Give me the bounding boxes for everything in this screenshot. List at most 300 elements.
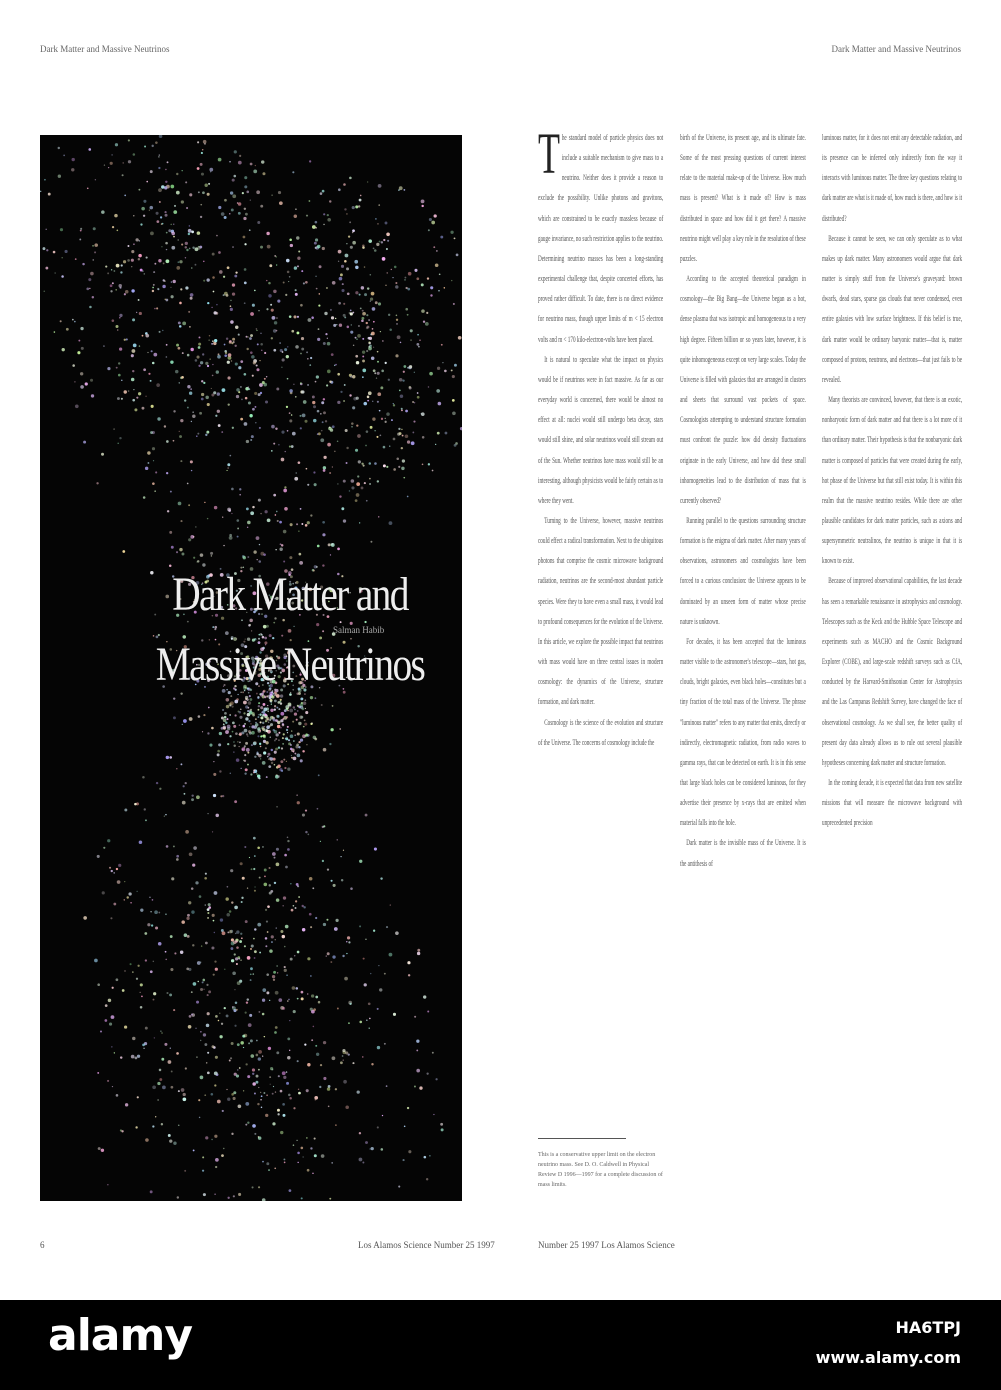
star-dot — [141, 996, 143, 998]
star-dot — [180, 763, 182, 765]
star-dot — [266, 729, 269, 732]
star-dot — [240, 933, 242, 935]
star-dot — [352, 229, 355, 232]
star-dot — [244, 302, 246, 304]
star-dot — [239, 711, 242, 714]
star-dot — [255, 165, 256, 166]
star-dot — [258, 705, 260, 707]
star-dot — [192, 944, 194, 946]
star-dot — [269, 1000, 270, 1001]
star-dot — [305, 711, 308, 714]
star-dot — [63, 155, 65, 157]
star-dot — [217, 753, 220, 756]
star-dot — [424, 1156, 427, 1159]
star-dot — [366, 350, 368, 352]
star-dot — [150, 170, 153, 173]
star-dot — [147, 451, 150, 454]
star-dot — [203, 714, 205, 716]
star-dot — [185, 257, 186, 258]
star-dot — [166, 344, 168, 346]
star-dot — [323, 224, 324, 225]
star-dot — [245, 397, 248, 400]
star-dot — [387, 240, 389, 242]
star-dot — [148, 373, 150, 375]
star-dot — [303, 906, 305, 908]
star-dot — [407, 961, 410, 964]
star-dot — [397, 335, 401, 339]
star-dot — [137, 891, 138, 892]
star-dot — [207, 403, 210, 406]
star-dot — [246, 733, 248, 735]
star-dot — [291, 755, 292, 756]
star-dot — [221, 1154, 224, 1157]
star-dot — [245, 1012, 247, 1014]
star-dot — [256, 190, 260, 194]
star-dot — [250, 973, 252, 975]
star-dot — [243, 712, 245, 714]
star-dot — [165, 814, 167, 816]
star-dot — [299, 553, 302, 556]
star-dot — [355, 205, 358, 208]
star-dot — [365, 445, 367, 447]
star-dot — [170, 1048, 171, 1049]
star-dot — [460, 427, 462, 430]
star-dot — [213, 761, 214, 762]
star-dot — [190, 293, 194, 297]
star-dot — [401, 429, 403, 431]
drop-cap: T — [538, 121, 560, 186]
star-dot — [186, 249, 188, 251]
star-dot — [376, 436, 378, 438]
star-dot — [287, 1000, 289, 1002]
star-dot — [173, 223, 174, 224]
star-dot — [263, 553, 266, 556]
star-dot — [281, 458, 285, 462]
star-dot — [403, 371, 405, 373]
star-dot — [78, 340, 80, 342]
star-dot — [368, 341, 370, 343]
star-dot — [44, 291, 46, 293]
star-dot — [203, 140, 207, 144]
star-dot — [412, 401, 414, 403]
star-dot — [280, 543, 282, 545]
star-dot — [339, 324, 342, 327]
star-dot — [417, 396, 420, 399]
star-dot — [381, 370, 384, 373]
star-dot — [409, 365, 412, 368]
star-dot — [365, 939, 366, 940]
star-dot — [267, 711, 269, 713]
star-dot — [289, 315, 292, 318]
star-dot — [153, 271, 155, 273]
star-dot — [301, 337, 304, 340]
star-dot — [259, 777, 261, 779]
star-dot — [322, 860, 324, 862]
star-dot — [293, 384, 294, 385]
star-dot — [161, 1058, 164, 1061]
star-dot — [268, 1169, 270, 1171]
star-dot — [256, 364, 258, 366]
star-dot — [404, 279, 406, 281]
star-dot — [279, 201, 283, 205]
star-dot — [262, 381, 265, 384]
star-dot — [217, 410, 220, 413]
star-dot — [309, 913, 312, 916]
star-dot — [209, 744, 212, 747]
star-dot — [223, 719, 226, 722]
star-dot — [243, 701, 247, 705]
star-dot — [291, 330, 294, 333]
star-dot — [256, 536, 260, 540]
star-dot — [257, 716, 259, 718]
star-dot — [154, 308, 156, 310]
star-dot — [403, 189, 405, 191]
star-dot — [431, 221, 435, 225]
star-dot — [199, 412, 202, 415]
star-dot — [165, 913, 167, 915]
star-dot — [263, 1092, 265, 1094]
star-dot — [75, 258, 77, 260]
star-dot — [217, 750, 220, 753]
star-dot — [266, 308, 268, 310]
star-dot — [189, 248, 191, 250]
star-dot — [188, 229, 192, 233]
star-dot — [374, 848, 377, 851]
star-dot — [238, 202, 242, 206]
star-dot — [188, 1025, 192, 1029]
star-dot — [282, 737, 284, 739]
star-dot — [277, 764, 280, 767]
star-dot — [278, 747, 280, 749]
star-dot — [269, 867, 271, 869]
star-dot — [274, 321, 277, 324]
star-dot — [168, 1060, 172, 1064]
star-dot — [243, 725, 246, 728]
star-dot — [166, 356, 168, 358]
star-dot — [170, 360, 173, 363]
star-dot — [239, 732, 242, 735]
star-dot — [308, 318, 312, 322]
star-dot — [97, 1072, 99, 1074]
star-dot — [171, 546, 174, 549]
star-dot — [274, 764, 276, 766]
star-dot — [197, 231, 201, 235]
star-dot — [307, 993, 308, 994]
star-dot — [316, 1053, 319, 1056]
star-dot — [313, 405, 316, 408]
star-dot — [257, 343, 259, 345]
star-dot — [336, 324, 337, 325]
star-dot — [188, 901, 191, 904]
star-dot — [397, 432, 400, 435]
star-dot — [288, 739, 290, 741]
star-dot — [256, 1040, 258, 1042]
star-dot — [201, 945, 202, 946]
star-dot — [196, 1001, 199, 1004]
star-dot — [219, 732, 222, 735]
star-dot — [139, 240, 140, 241]
star-dot — [377, 1008, 379, 1010]
star-dot — [130, 902, 132, 904]
star-dot — [358, 205, 360, 207]
star-dot — [270, 736, 271, 737]
star-dot — [159, 135, 163, 138]
star-dot — [229, 1060, 231, 1062]
star-dot — [219, 770, 221, 772]
star-dot — [240, 862, 243, 865]
star-dot — [265, 401, 268, 404]
star-dot — [235, 326, 238, 329]
star-dot — [265, 945, 267, 947]
star-dot — [298, 1092, 301, 1095]
star-dot — [396, 319, 398, 321]
star-dot — [400, 342, 402, 344]
star-dot — [368, 1002, 371, 1005]
star-dot — [236, 388, 240, 392]
star-dot — [373, 369, 376, 372]
star-dot — [253, 938, 255, 940]
star-dot — [113, 270, 115, 272]
star-dot — [373, 930, 375, 932]
star-dot — [305, 708, 306, 709]
star-dot — [257, 1103, 259, 1105]
star-dot — [377, 372, 380, 375]
star-dot — [289, 446, 291, 448]
star-dot — [301, 390, 304, 393]
star-dot — [155, 471, 157, 473]
star-dot — [271, 749, 273, 751]
star-dot — [207, 813, 208, 814]
star-dot — [206, 1024, 210, 1028]
star-dot — [203, 382, 205, 384]
star-dot — [288, 999, 290, 1001]
star-dot — [300, 738, 303, 741]
star-dot — [401, 447, 403, 449]
star-dot — [323, 466, 326, 469]
star-dot — [177, 1196, 179, 1198]
star-dot — [274, 857, 276, 859]
star-dot — [398, 1186, 400, 1188]
star-dot — [359, 294, 361, 296]
star-dot — [202, 149, 203, 150]
star-dot — [119, 284, 122, 287]
star-dot — [259, 743, 261, 745]
star-dot — [237, 1069, 238, 1070]
star-dot — [201, 152, 203, 154]
star-dot — [249, 337, 252, 340]
star-dot — [313, 1026, 315, 1028]
star-dot — [322, 521, 325, 524]
star-dot — [176, 768, 177, 769]
star-dot — [143, 200, 146, 203]
star-dot — [290, 748, 293, 751]
running-head-left: Dark Matter and Massive Neutrinos — [40, 44, 170, 54]
star-dot — [362, 1162, 364, 1164]
star-dot — [247, 735, 248, 736]
star-dot — [116, 1094, 119, 1097]
star-dot — [395, 931, 399, 935]
star-dot — [276, 511, 278, 513]
star-dot — [140, 992, 141, 993]
star-dot — [266, 1094, 268, 1096]
star-dot — [181, 200, 184, 203]
star-dot — [183, 785, 185, 787]
star-dot — [339, 277, 343, 281]
star-dot — [282, 1103, 285, 1106]
star-dot — [360, 307, 362, 309]
star-dot — [280, 727, 282, 729]
star-dot — [316, 375, 319, 378]
star-dot — [224, 199, 227, 202]
star-dot — [258, 714, 259, 715]
star-dot — [229, 715, 230, 716]
star-dot — [256, 368, 259, 371]
star-dot — [333, 324, 336, 327]
star-dot — [422, 464, 424, 466]
star-dot — [235, 362, 238, 365]
star-dot — [239, 716, 242, 719]
star-dot — [185, 830, 189, 834]
star-dot — [407, 314, 409, 316]
star-dot — [166, 845, 169, 848]
star-dot — [352, 406, 355, 409]
star-dot — [339, 728, 341, 730]
star-dot — [391, 419, 393, 421]
star-dot — [249, 857, 250, 858]
star-dot — [297, 1162, 298, 1163]
star-dot — [139, 312, 142, 315]
star-dot — [232, 338, 235, 341]
star-dot — [245, 920, 248, 923]
star-dot — [297, 753, 301, 757]
star-dot — [265, 909, 267, 911]
star-dot — [347, 326, 350, 329]
star-dot — [289, 1189, 292, 1192]
star-dot — [150, 231, 154, 235]
star-dot — [352, 241, 356, 245]
image-id: HA6TPJ — [895, 1318, 961, 1337]
star-dot — [396, 457, 399, 460]
star-dot — [313, 471, 315, 473]
star-dot — [385, 421, 387, 423]
star-dot — [227, 1098, 230, 1101]
star-dot — [253, 169, 257, 173]
star-dot — [280, 930, 283, 933]
star-dot — [259, 360, 260, 361]
star-dot — [176, 191, 180, 195]
star-dot — [445, 432, 448, 435]
star-dot — [224, 216, 227, 219]
star-dot — [297, 316, 299, 318]
star-dot — [291, 757, 293, 759]
star-dot — [347, 936, 350, 939]
star-dot — [247, 556, 249, 558]
star-dot — [386, 412, 390, 416]
star-dot — [379, 988, 382, 991]
running-head-right: Dark Matter and Massive Neutrinos — [831, 44, 961, 54]
star-dot — [265, 1114, 268, 1117]
star-dot — [271, 337, 273, 339]
star-dot — [227, 743, 229, 745]
star-dot — [178, 1090, 180, 1092]
star-dot — [272, 1122, 275, 1125]
star-dot — [278, 708, 280, 710]
star-dot — [263, 703, 266, 706]
star-dot — [131, 259, 134, 262]
star-dot — [245, 768, 248, 771]
star-dot — [294, 477, 298, 481]
star-dot — [260, 721, 262, 723]
star-dot — [255, 422, 256, 423]
star-dot — [323, 411, 326, 414]
star-dot — [343, 850, 344, 851]
star-dot — [190, 348, 193, 351]
star-dot — [224, 1007, 226, 1009]
star-dot — [226, 294, 229, 297]
star-dot — [214, 1135, 217, 1138]
star-dot — [327, 1087, 330, 1090]
star-dot — [254, 855, 256, 857]
star-dot — [269, 719, 271, 721]
star-dot — [234, 989, 235, 990]
star-dot — [326, 919, 328, 921]
star-dot — [176, 551, 178, 553]
star-dot — [218, 424, 221, 427]
star-dot — [454, 444, 457, 447]
star-dot — [124, 899, 125, 900]
star-dot — [315, 381, 317, 383]
star-dot — [303, 726, 305, 728]
star-dot — [263, 751, 266, 754]
star-dot — [102, 891, 105, 894]
star-dot — [321, 401, 324, 404]
star-dot — [365, 814, 368, 817]
star-dot — [154, 490, 156, 492]
star-dot — [171, 1086, 174, 1089]
star-dot — [45, 229, 46, 230]
star-dot — [238, 161, 242, 165]
star-dot — [184, 793, 186, 795]
star-dot — [119, 314, 122, 317]
star-dot — [191, 887, 194, 890]
star-dot — [224, 969, 225, 970]
star-dot — [208, 903, 211, 906]
star-dot — [307, 1063, 310, 1066]
star-dot — [201, 398, 204, 401]
star-dot — [259, 952, 261, 954]
star-dot — [81, 347, 84, 350]
star-dot — [298, 722, 301, 725]
star-dot — [423, 321, 425, 323]
star-dot — [374, 249, 377, 252]
star-dot — [405, 434, 409, 438]
star-dot — [354, 260, 358, 264]
star-dot — [307, 484, 309, 486]
star-dot — [325, 333, 327, 335]
star-dot — [173, 716, 176, 719]
star-dot — [260, 513, 261, 514]
star-dot — [304, 723, 307, 726]
star-dot — [301, 270, 303, 272]
star-dot — [244, 745, 246, 747]
star-dot — [207, 994, 209, 996]
star-dot — [83, 916, 87, 920]
star-dot — [278, 444, 280, 446]
star-dot — [176, 858, 179, 861]
star-dot — [166, 992, 168, 994]
star-dot — [287, 726, 289, 728]
star-dot — [377, 401, 379, 403]
